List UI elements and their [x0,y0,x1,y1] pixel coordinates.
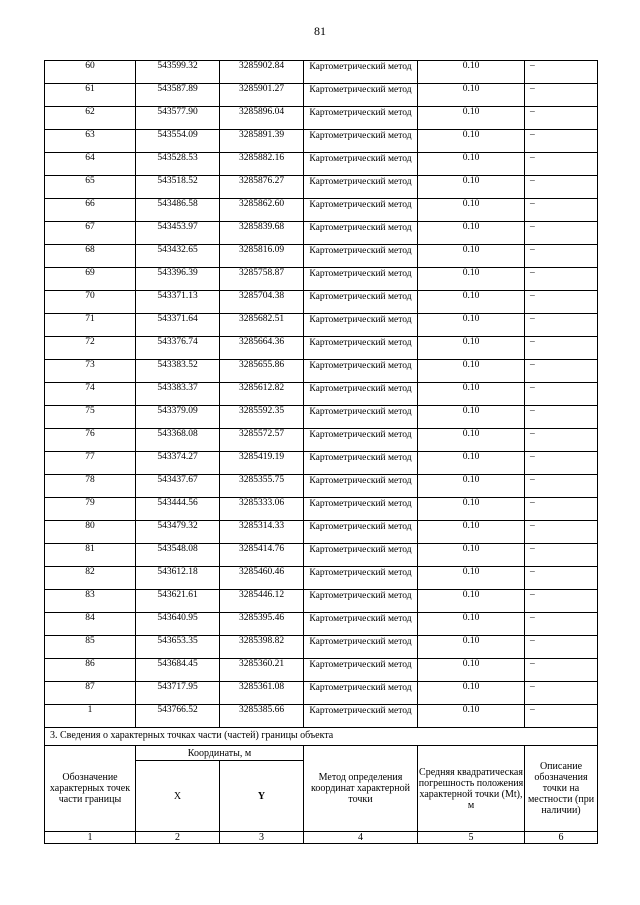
x-coordinate-cell: 543479.32 [136,521,220,544]
point-number-cell: 75 [45,406,136,429]
y-coordinate-cell: 3285682.51 [220,314,304,337]
coordinates-table [44,60,598,844]
description-cell: – [525,659,598,682]
accuracy-cell: 0.10 [418,314,525,337]
accuracy-cell: 0.10 [418,130,525,153]
method-text: Картометрический метод [309,361,412,371]
description-cell: – [525,636,598,659]
x-coordinate-cell: 543444.56 [136,498,220,521]
method-text: Картометрический метод [309,499,412,509]
header-y: Y [220,761,304,832]
table-row [45,153,598,176]
point-number-cell: 66 [45,199,136,222]
method-text: Картометрический метод [309,315,412,325]
x-coordinate-cell: 543432.65 [136,245,220,268]
y-coordinate-cell: 3285876.27 [220,176,304,199]
description-cell: – [525,130,598,153]
description-cell: – [525,452,598,475]
description-cell: – [525,291,598,314]
y-coordinate-cell: 3285333.06 [220,498,304,521]
table-row [45,245,598,268]
method-text: Картометрический метод [309,522,412,532]
y-coordinate-cell: 3285414.76 [220,544,304,567]
y-coordinate-cell: 3285655.86 [220,360,304,383]
y-coordinate-cell: 3285902.84 [220,61,304,84]
point-number-cell: 62 [45,107,136,130]
x-coordinate-cell: 543368.08 [136,429,220,452]
method-cell [304,544,418,567]
y-coordinate-cell: 3285839.68 [220,222,304,245]
description-cell: – [525,61,598,84]
accuracy-cell: 0.10 [418,682,525,705]
method-text: Картометрический метод [309,660,412,670]
method-cell [304,291,418,314]
method-cell [304,636,418,659]
method-text: Картометрический метод [309,591,412,601]
x-coordinate-cell: 543766.52 [136,705,220,728]
point-number-cell: 78 [45,475,136,498]
point-number-cell: 79 [45,498,136,521]
accuracy-cell: 0.10 [418,199,525,222]
header-description: Описание обозначения точки на местности (при наличии) [525,746,598,832]
y-coordinate-cell: 3285816.09 [220,245,304,268]
x-coordinate-cell: 543640.95 [136,613,220,636]
column-number: 6 [525,832,598,844]
method-text: Картометрический метод [309,223,412,233]
point-number-cell: 76 [45,429,136,452]
section-3-title-row [45,728,598,746]
x-coordinate-cell: 543374.27 [136,452,220,475]
column-number: 5 [418,832,525,844]
y-coordinate-cell: 3285355.75 [220,475,304,498]
point-number-cell: 61 [45,84,136,107]
point-number-cell: 83 [45,590,136,613]
y-coordinate-cell: 3285901.27 [220,84,304,107]
point-number-cell: 82 [45,567,136,590]
accuracy-cell: 0.10 [418,245,525,268]
table-row [45,498,598,521]
method-text: Картометрический метод [309,384,412,394]
header-coordinates: Координаты, м [136,746,304,761]
table-row [45,636,598,659]
point-number-cell: 87 [45,682,136,705]
description-cell: – [525,590,598,613]
point-number-cell: 71 [45,314,136,337]
y-coordinate-cell: 3285446.12 [220,590,304,613]
description-cell: – [525,176,598,199]
method-cell [304,130,418,153]
point-number-cell: 69 [45,268,136,291]
table-row [45,268,598,291]
accuracy-cell: 0.10 [418,475,525,498]
method-text: Картометрический метод [309,706,412,716]
accuracy-cell: 0.10 [418,590,525,613]
x-coordinate-cell: 543518.52 [136,176,220,199]
table-row [45,659,598,682]
x-coordinate-cell: 543577.90 [136,107,220,130]
description-cell: – [525,521,598,544]
method-text: Картометрический метод [309,407,412,417]
accuracy-cell: 0.10 [418,61,525,84]
point-number-cell: 60 [45,61,136,84]
column-numbers-row [45,832,598,844]
y-coordinate-cell: 3285758.87 [220,268,304,291]
column-number: 1 [45,832,136,844]
point-number-cell: 81 [45,544,136,567]
method-cell [304,107,418,130]
table-row [45,107,598,130]
x-coordinate-cell: 543554.09 [136,130,220,153]
table-row [45,176,598,199]
header-point-designation: Обозначение характерных точек части границы [45,746,136,832]
coordinates-table-body [45,61,598,728]
accuracy-cell: 0.10 [418,429,525,452]
method-text: Картометрический метод [309,476,412,486]
method-text: Картометрический метод [309,683,412,693]
method-cell [304,61,418,84]
x-coordinate-cell: 543528.53 [136,153,220,176]
description-cell: – [525,153,598,176]
table-row [45,337,598,360]
accuracy-cell: 0.10 [418,383,525,406]
point-number-cell: 1 [45,705,136,728]
accuracy-cell: 0.10 [418,705,525,728]
table-row [45,452,598,475]
method-cell [304,268,418,291]
description-cell: – [525,498,598,521]
y-coordinate-cell: 3285398.82 [220,636,304,659]
accuracy-cell: 0.10 [418,498,525,521]
y-coordinate-cell: 3285314.33 [220,521,304,544]
point-number-cell: 73 [45,360,136,383]
method-cell [304,153,418,176]
table-row [45,613,598,636]
method-cell [304,199,418,222]
point-number-cell: 68 [45,245,136,268]
description-cell: – [525,107,598,130]
section-3-title: 3. Сведения о характерных точках части (частей) границы объекта [45,728,598,746]
method-text: Картометрический метод [309,430,412,440]
method-text: Картометрический метод [309,154,412,164]
method-cell [304,521,418,544]
method-text: Картометрический метод [309,200,412,210]
method-cell [304,383,418,406]
point-number-cell: 64 [45,153,136,176]
header-accuracy-text: Средняя квадратическая погрешность положения характерной точки (Mt), м [418,766,524,811]
header-method: Метод определения координат характерной точки [304,746,418,832]
point-number-cell: 63 [45,130,136,153]
point-number-cell: 67 [45,222,136,245]
x-coordinate-cell: 543371.64 [136,314,220,337]
accuracy-cell: 0.10 [418,613,525,636]
method-text: Картометрический метод [309,338,412,348]
accuracy-cell: 0.10 [418,268,525,291]
x-coordinate-cell: 543453.97 [136,222,220,245]
y-coordinate-cell: 3285572.57 [220,429,304,452]
x-coordinate-cell: 543684.45 [136,659,220,682]
method-cell [304,705,418,728]
x-coordinate-cell: 543437.67 [136,475,220,498]
method-cell [304,567,418,590]
method-text: Картометрический метод [309,269,412,279]
method-cell [304,682,418,705]
column-number: 2 [136,832,220,844]
y-coordinate-cell: 3285592.35 [220,406,304,429]
method-cell [304,590,418,613]
method-text: Картометрический метод [309,637,412,647]
method-cell [304,84,418,107]
method-cell [304,222,418,245]
method-cell [304,659,418,682]
table-row [45,61,598,84]
description-cell: – [525,337,598,360]
point-number-cell: 74 [45,383,136,406]
point-number-cell: 85 [45,636,136,659]
accuracy-cell: 0.10 [418,291,525,314]
point-number-cell: 86 [45,659,136,682]
x-coordinate-cell: 543612.18 [136,567,220,590]
method-cell [304,360,418,383]
description-cell: – [525,383,598,406]
table-row [45,567,598,590]
x-coordinate-cell: 543379.09 [136,406,220,429]
method-text: Картометрический метод [309,568,412,578]
accuracy-cell: 0.10 [418,521,525,544]
point-number-cell: 70 [45,291,136,314]
accuracy-cell: 0.10 [418,222,525,245]
method-text: Картометрический метод [309,85,412,95]
method-cell [304,245,418,268]
method-cell [304,613,418,636]
method-text: Картометрический метод [309,108,412,118]
x-coordinate-cell: 543599.32 [136,61,220,84]
x-coordinate-cell: 543621.61 [136,590,220,613]
point-number-cell: 84 [45,613,136,636]
method-text: Картометрический метод [309,453,412,463]
y-coordinate-cell: 3285460.46 [220,567,304,590]
description-cell: – [525,567,598,590]
method-cell [304,176,418,199]
method-cell [304,337,418,360]
y-coordinate-cell: 3285612.82 [220,383,304,406]
method-text: Картометрический метод [309,62,412,72]
y-coordinate-cell: 3285891.39 [220,130,304,153]
accuracy-cell: 0.10 [418,544,525,567]
table-row [45,360,598,383]
x-coordinate-cell: 543486.58 [136,199,220,222]
table-row [45,429,598,452]
x-coordinate-cell: 543587.89 [136,84,220,107]
header-accuracy [418,746,525,832]
table-row [45,222,598,245]
accuracy-cell: 0.10 [418,84,525,107]
y-coordinate-cell: 3285664.36 [220,337,304,360]
column-number: 3 [220,832,304,844]
description-cell: – [525,245,598,268]
description-cell: – [525,544,598,567]
x-coordinate-cell: 543717.95 [136,682,220,705]
y-coordinate-cell: 3285882.16 [220,153,304,176]
description-cell: – [525,199,598,222]
method-cell [304,475,418,498]
y-coordinate-cell: 3285395.46 [220,613,304,636]
table-row [45,406,598,429]
point-number-cell: 72 [45,337,136,360]
header-row [45,746,598,761]
point-number-cell: 77 [45,452,136,475]
table-row [45,590,598,613]
point-number-cell: 65 [45,176,136,199]
method-text: Картометрический метод [309,246,412,256]
table-row [45,291,598,314]
x-coordinate-cell: 543653.35 [136,636,220,659]
method-text: Картометрический метод [309,545,412,555]
x-coordinate-cell: 543383.37 [136,383,220,406]
accuracy-cell: 0.10 [418,567,525,590]
accuracy-cell: 0.10 [418,659,525,682]
y-coordinate-cell: 3285862.60 [220,199,304,222]
y-coordinate-cell: 3285385.66 [220,705,304,728]
table-row [45,314,598,337]
table-row [45,383,598,406]
x-coordinate-cell: 543548.08 [136,544,220,567]
table-row [45,521,598,544]
table-row [45,705,598,728]
y-coordinate-cell: 3285704.38 [220,291,304,314]
method-text: Картометрический метод [309,292,412,302]
x-coordinate-cell: 543396.39 [136,268,220,291]
y-coordinate-cell: 3285361.08 [220,682,304,705]
x-coordinate-cell: 543376.74 [136,337,220,360]
description-cell: – [525,222,598,245]
method-cell [304,498,418,521]
method-text: Картометрический метод [309,614,412,624]
description-cell: – [525,360,598,383]
description-cell: – [525,406,598,429]
description-cell: – [525,613,598,636]
description-cell: – [525,429,598,452]
y-coordinate-cell: 3285360.21 [220,659,304,682]
y-coordinate-cell: 3285419.19 [220,452,304,475]
table-row [45,544,598,567]
accuracy-cell: 0.10 [418,406,525,429]
accuracy-cell: 0.10 [418,636,525,659]
header-x: X [136,761,220,832]
x-coordinate-cell: 543383.52 [136,360,220,383]
accuracy-cell: 0.10 [418,153,525,176]
description-cell: – [525,314,598,337]
description-cell: – [525,475,598,498]
page-number: 81 [314,24,326,38]
method-cell [304,452,418,475]
x-coordinate-cell: 543371.13 [136,291,220,314]
method-cell [304,429,418,452]
accuracy-cell: 0.10 [418,337,525,360]
method-cell [304,406,418,429]
column-number: 4 [304,832,418,844]
method-text: Картометрический метод [309,177,412,187]
table-row [45,199,598,222]
description-cell: – [525,682,598,705]
accuracy-cell: 0.10 [418,452,525,475]
description-cell: – [525,84,598,107]
table-row [45,682,598,705]
accuracy-cell: 0.10 [418,107,525,130]
table-row [45,475,598,498]
table-row [45,84,598,107]
y-coordinate-cell: 3285896.04 [220,107,304,130]
method-text: Картометрический метод [309,131,412,141]
method-cell [304,314,418,337]
point-number-cell: 80 [45,521,136,544]
description-cell: – [525,268,598,291]
description-cell: – [525,705,598,728]
table-row [45,130,598,153]
accuracy-cell: 0.10 [418,176,525,199]
accuracy-cell: 0.10 [418,360,525,383]
